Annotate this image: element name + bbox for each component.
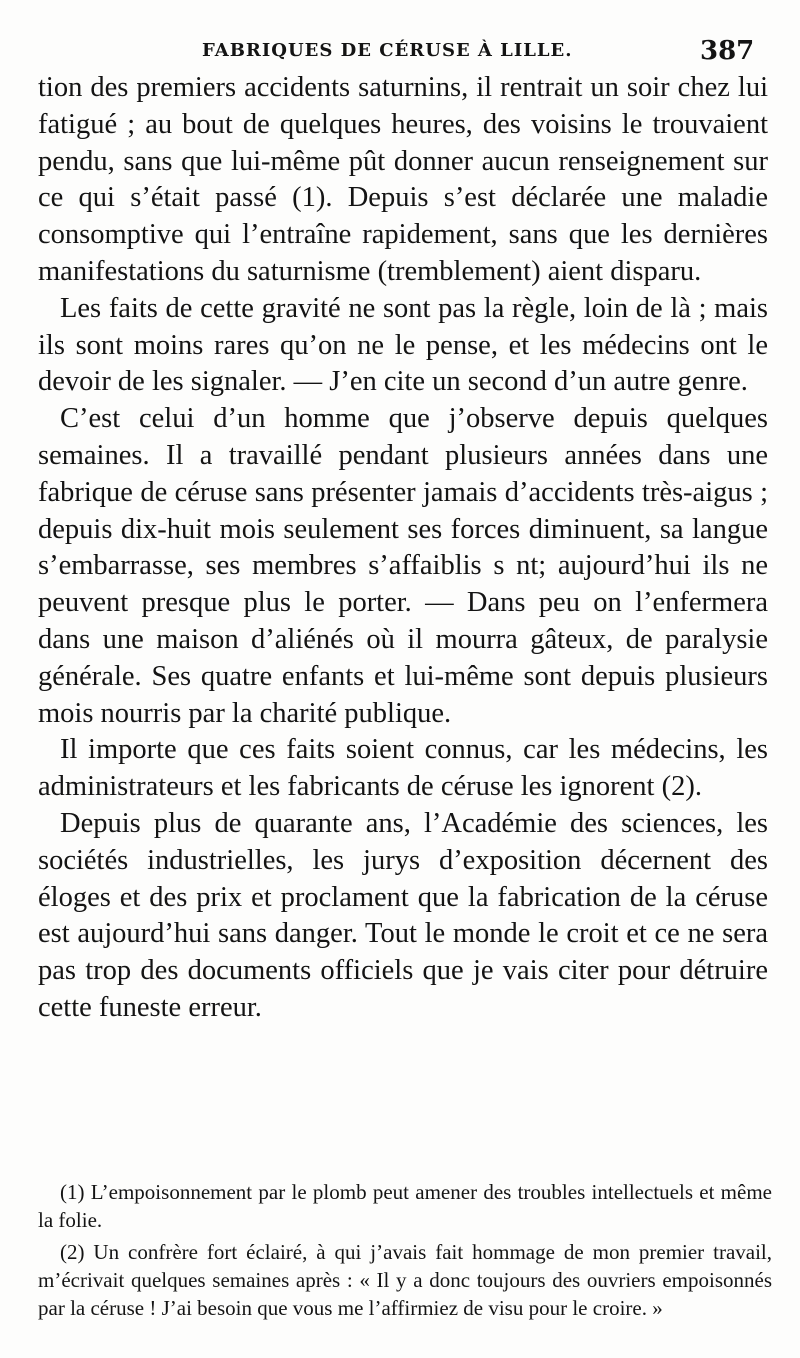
running-title: FABRIQUES DE CÉRUSE À LILLE. (202, 40, 573, 61)
paragraph: Depuis plus de quarante ans, l’Académie des sciences, les sociétés industrielles, les jurys d’exposition décernent des éloges et des prix et proclament que la fabrication de la céruse est aujourd’hui sans danger. Tout le monde le croit et ce ne sera pas trop des documents officiels que je vais citer pour détruire cette funeste erreur. (38, 807, 768, 1023)
paragraph: Il importe que ces faits soient connus, car les médecins, les administrateurs et les fabricants de céruse les ignorent (2). (38, 734, 768, 803)
paragraph: tion des premiers accidents saturnins, il rentrait un soir chez lui fatigué ; au bout de quelques heures, des voisins le trouvaient pendu, sans que lui-même pût donner aucun renseignement sur ce qui s’était passé (1). Depuis s’est déclarée une maladie consomptive qui l’entraîne rapidement, sans que les dernières manifestations du saturnisme (tremblement) aient disparu. (38, 72, 768, 287)
paragraph: C’est celui d’un homme que j’observe depuis quelques semaines. Il a travaillé pendant plusieurs années dans une fabrique de céruse sans présenter jamais d’accidents très-aigus ; depuis dix-huit mois seulement ses forces diminuent, sa langue s’embarrasse, ses membres s’affaiblis s nt; aujourd’hui ils ne peuvent presque plus le porter. — Dans peu on l’enfermera dans une maison d’aliénés où il mourra gâteux, de paralysie générale. Ses quatre enfants et lui-même sont depuis plusieurs mois nourris par la charité publique. (38, 403, 768, 729)
footnotes (38, 1178, 772, 1326)
paragraph: Les faits de cette gravité ne sont pas la règle, loin de là ; mais ils sont moins rares qu’on ne le pense, et les médecins ont le devoir de les signaler. — J’en cite un second d’un autre genre. (38, 292, 768, 398)
footnote: (2) Un confrère fort éclairé, à qui j’avais fait hommage de mon premier travail, m’écrivait quelques semaines après : « Il y a donc toujours des ouvriers empoisonnés par la céruse ! J’ai besoin que vous me l’affirmiez de visu pour le croire. » (38, 1240, 772, 1320)
main-text (38, 70, 768, 1027)
footnote: (1) L’empoisonnement par le plomb peut amener des troubles intellectuels et même la folie. (38, 1180, 772, 1232)
page-number: 387 (700, 36, 755, 66)
